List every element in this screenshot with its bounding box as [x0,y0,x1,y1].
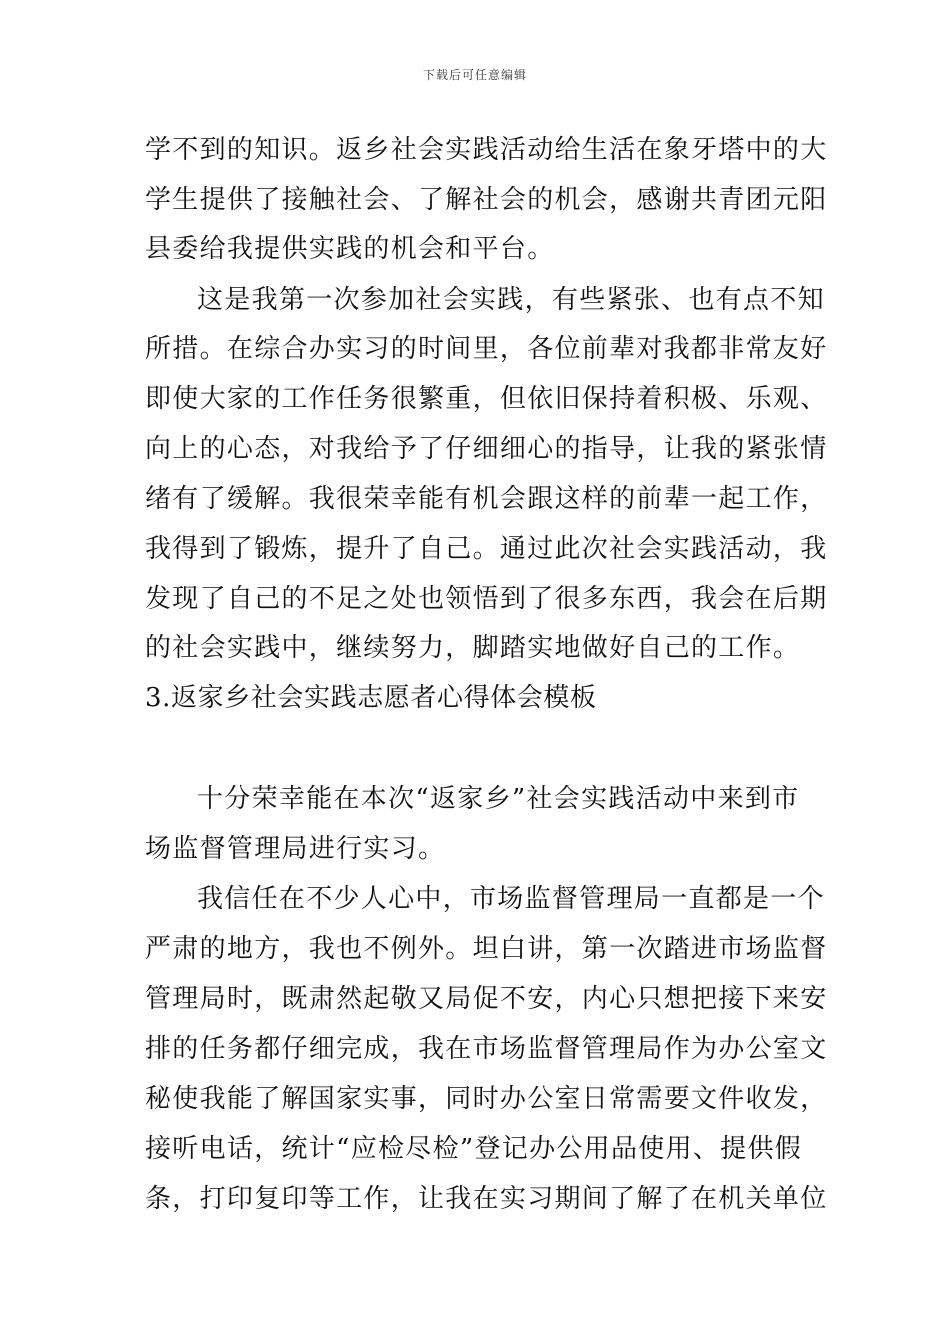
text-line: 学不到的知识。返乡社会实践活动给生活在象牙塔中的大 [145,135,828,165]
text-line: 场监督管理局进行实习。 [145,834,446,864]
text-line: 即使大家的工作任务很繁重，但依旧保持着积极、乐观、 [145,384,828,414]
text-line: 十分荣幸能在本次“返家乡”社会实践活动中来到市 [197,784,800,814]
section-heading: 3.返家乡社会实践志愿者心得体会模板 [145,683,597,713]
text-line: 条，打印复印等工作，让我在实习期间了解了在机关单位 [145,1184,828,1214]
text-line: 我得到了锻炼，提升了自己。通过此次社会实践活动，我 [145,534,828,564]
text-line: 向上的心态，对我给予了仔细细心的指导，让我的紧张情 [145,434,828,464]
text-line: 秘使我能了解国家实事，同时办公室日常需要文件收发， [145,1084,828,1114]
text-line: 学生提供了接触社会、了解社会的机会，感谢共青团元阳 [145,185,828,215]
text-line: 我信任在不少人心中，市场监督管理局一直都是一个 [197,884,825,914]
text-line: 严肃的地方，我也不例外。坦白讲，第一次踏进市场监督 [145,934,828,964]
text-line: 所措。在综合办实习的时间里，各位前辈对我都非常友好 [145,334,828,364]
text-line: 的社会实践中，继续努力，脚踏实地做好自己的工作。 [145,633,801,663]
text-line: 绪有了缓解。我很荣幸能有机会跟这样的前辈一起工作， [145,484,828,514]
text-line: 县委给我提供实践的机会和平台。 [145,234,555,264]
text-line: 这是我第一次参加社会实践，有些紧张、也有点不知 [197,285,825,315]
text-line: 管理局时，既肃然起敬又局促不安，内心只想把接下来安 [145,984,828,1014]
text-line: 接听电话，统计“应检尽检”登记办公用品使用、提供假 [145,1134,803,1164]
text-line: 发现了自己的不足之处也领悟到了很多东西，我会在后期 [145,584,828,614]
text-line: 排的任务都仔细完成，我在市场监督管理局作为办公室文 [145,1034,828,1064]
page-header: 下载后可任意编辑 [422,68,527,82]
